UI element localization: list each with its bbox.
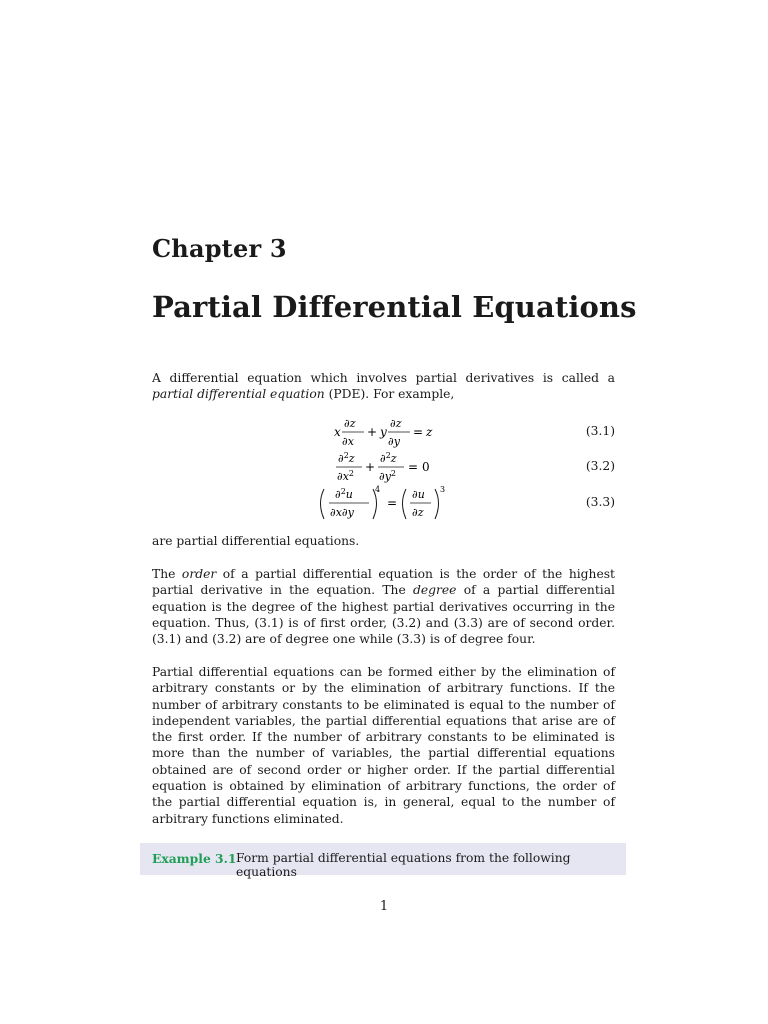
order-emphasis: order bbox=[181, 567, 217, 581]
svg-text:z: z bbox=[426, 425, 433, 439]
svg-text:∂2z: ∂$^2$z bbox=[380, 451, 397, 465]
svg-text:=: = bbox=[413, 425, 424, 439]
chapter-label: Chapter 3 bbox=[152, 234, 287, 263]
svg-text:∂x2: $\partial x^2$ bbox=[337, 469, 355, 483]
svg-text:∂z: ∂z bbox=[390, 417, 402, 430]
formation-paragraph: Partial differential equations can be formed either by the elimination of arbitrary constants or by the elimination of arbitrary functions. If the number of arbitrary constants to be eliminated is equal to the number of independent variables, the partial differential equations that arise are of the first order. If the number of arbitrary constants to be eliminated is more than the number of variables, the partial differential equations obtained are of second order or higher order. If the partial differential equation is obtained by elimination of arbitrary functions, the order of the partial differential equation is, in general, equal to the number of arbitrary functions eliminated. bbox=[152, 665, 615, 826]
svg-text:∂y: ∂y bbox=[388, 435, 400, 448]
svg-text:=: = bbox=[408, 460, 419, 474]
svg-text:∂z: ∂z bbox=[344, 417, 356, 430]
order-text-1: The bbox=[152, 567, 182, 581]
example-box bbox=[140, 843, 626, 879]
svg-text:3: 3 bbox=[440, 485, 446, 494]
order-text-2: of a partial differential equation is the order of the highest partial derivative in the equation. The bbox=[152, 567, 615, 598]
intro-text-start: A differential equation which involves partial derivatives is called a bbox=[152, 371, 615, 385]
chapter-title: Partial Differential Equations bbox=[152, 290, 637, 324]
svg-text:∂x∂y: ∂x∂y bbox=[330, 506, 354, 519]
equation-number: (3.2) bbox=[585, 459, 615, 473]
order-degree-paragraph bbox=[152, 566, 615, 647]
svg-text:y: y bbox=[380, 425, 387, 439]
page-number: 1 bbox=[379, 899, 389, 914]
svg-text:0: 0 bbox=[422, 460, 430, 474]
equation-number: (3.3) bbox=[585, 495, 615, 509]
equation-row bbox=[300, 483, 615, 523]
equation-3-2-formula bbox=[300, 447, 500, 487]
equation-3-1-formula bbox=[300, 412, 500, 452]
equation-row bbox=[300, 447, 615, 487]
equation-number: (3.1) bbox=[585, 424, 615, 438]
order-text-3: of a partial differential equation is the degree of the highest partial derivatives occurring in the equation. Thus, (3.1) is of first order, (3.2) and (3.3) are of second order. (3.1) and (3.2) are of degree one while (3.3) is of degree four. bbox=[152, 583, 615, 647]
outro-paragraph: are partial differential equations. bbox=[152, 534, 360, 548]
intro-text-end: (PDE). For example, bbox=[324, 387, 455, 402]
intro-emphasis: partial differential equation bbox=[152, 387, 325, 402]
example-text: Form partial differential equations from the following equations bbox=[236, 851, 571, 879]
svg-text:+: + bbox=[365, 460, 376, 474]
equation-3-3-formula bbox=[300, 483, 500, 527]
svg-text:+: + bbox=[367, 425, 378, 439]
svg-text:=: = bbox=[387, 496, 398, 510]
intro-paragraph bbox=[152, 370, 615, 403]
svg-text:∂x: ∂x bbox=[342, 435, 354, 448]
svg-text:∂y2: $\partial y^2$ bbox=[379, 469, 397, 483]
example-label: Example 3.1 bbox=[152, 851, 237, 866]
equation-row bbox=[300, 412, 615, 452]
svg-text:x: x bbox=[334, 425, 341, 439]
degree-emphasis: degree bbox=[412, 583, 457, 598]
svg-text:∂2u: ∂$^2$u bbox=[335, 487, 353, 501]
svg-text:∂z: ∂z bbox=[412, 506, 424, 519]
svg-text:∂2z: ∂$^2$z bbox=[338, 451, 355, 465]
svg-text:∂u: ∂u bbox=[412, 488, 425, 501]
svg-text:4: 4 bbox=[375, 485, 381, 494]
